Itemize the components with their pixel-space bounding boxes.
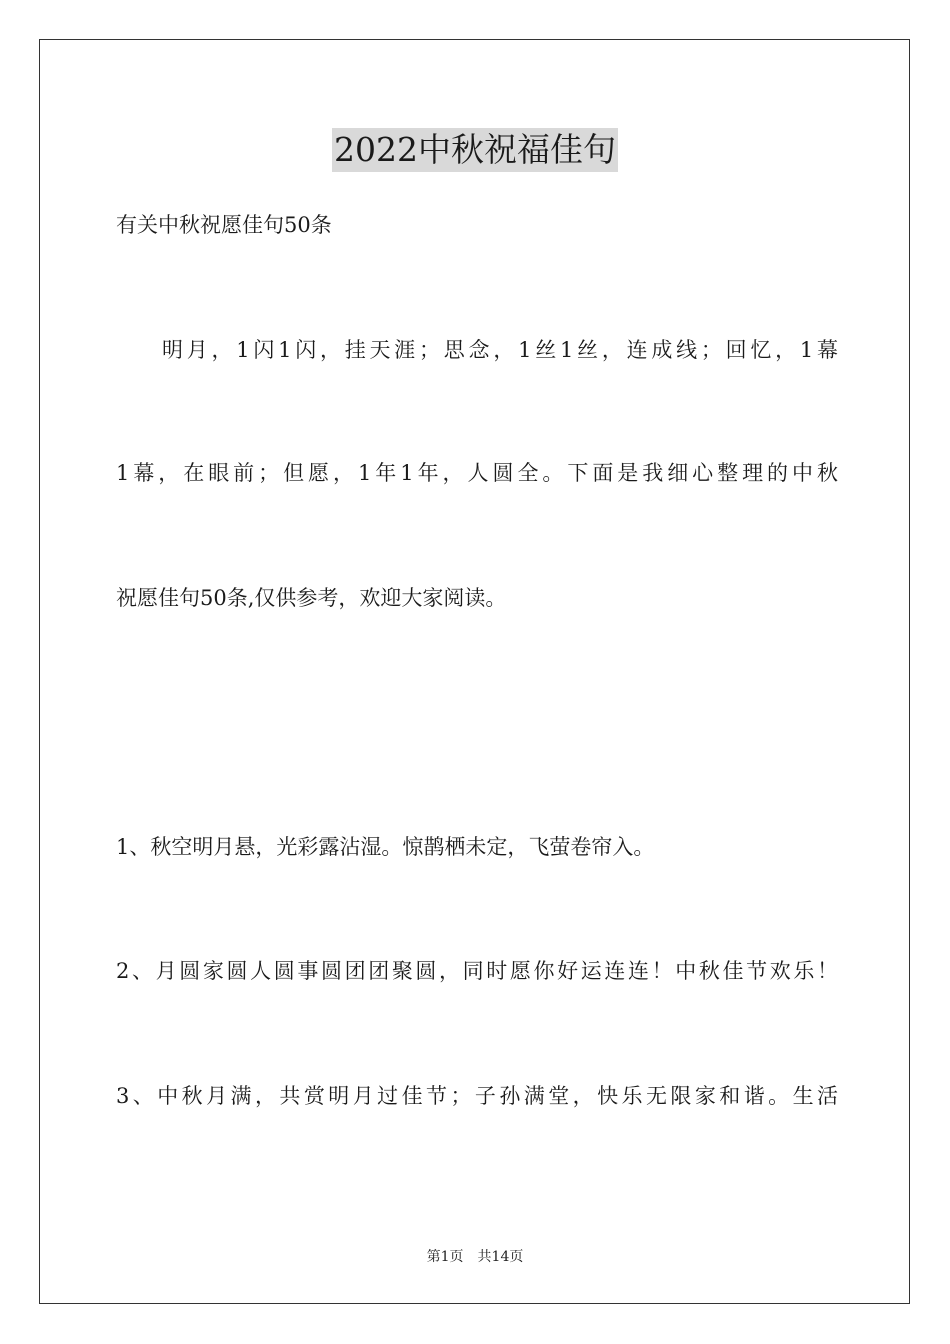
- document-subtitle: 有关中秋祝愿佳句50条: [116, 213, 332, 237]
- intro-line-2: 1幕，在眼前；但愿，1年1年，人圆全。下面是我细心整理的中秋: [116, 461, 838, 485]
- intro-line-3: 祝愿佳句50条,仅供参考，欢迎大家阅读。: [116, 586, 507, 610]
- document-title-wrap: [0, 128, 950, 178]
- list-item: 2、月圆家圆人圆事圆团团聚圆，同时愿你好运连连！中秋佳节欢乐！: [116, 959, 838, 983]
- list-item: 3、中秋月满，共赏明月过佳节；子孙满堂，快乐无限家和谐。生活: [116, 1084, 838, 1108]
- list-item: 1、秋空明月悬，光彩露沾湿。惊鹊栖未定，飞萤卷帘入。: [116, 835, 655, 859]
- document-title: 2022中秋祝福佳句: [332, 128, 618, 172]
- page-footer: 第1页 共14页: [426, 1249, 524, 1265]
- intro-line-1: 明月，1闪1闪，挂天涯；思念，1丝1丝，连成线；回忆，1幕: [162, 338, 838, 362]
